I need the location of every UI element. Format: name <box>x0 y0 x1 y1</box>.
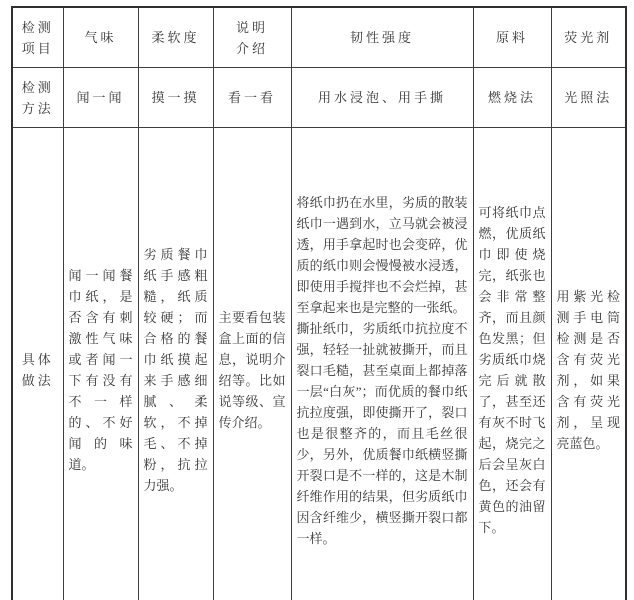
napkin-quality-test-table <box>11 6 627 600</box>
detail-fluorescent <box>551 128 626 600</box>
detail-material <box>473 128 551 600</box>
method-toughness: 用水浸泡、用手撕 <box>291 68 473 128</box>
col-header-softness: 柔软度 <box>138 7 213 68</box>
method-softness: 摸一摸 <box>138 68 213 128</box>
method-description: 看一看 <box>213 68 291 128</box>
detail-material-text: 可将纸巾点燃，优质纸巾即使烧完，纸张也会非常整齐，而且颜色发黑；但劣质纸巾烧完后就散了，甚至还有灰不时飞起，烧完之后会呈灰白色，还会有黄色的油留下。 <box>478 205 546 535</box>
row-specific-practices <box>12 128 626 600</box>
row-label-specific-practices: 具体做法 <box>12 128 63 600</box>
detail-softness <box>138 128 213 600</box>
detail-toughness <box>291 128 473 600</box>
row-label-test-methods: 检测方法 <box>12 68 63 128</box>
detail-toughness-paragraph-2: 撕扯纸巾，劣质纸巾抗拉度不强，轻轻一扯就被撕开，而且裂口毛糙，甚至桌面上都掉落一层“白灰”；而优质的餐巾纸抗拉度强，即使撕开了，裂口也是很整齐的，而且毛丝很少，另外，优质餐巾纸横竖撕开裂口是不一样的，这是木制纤维作用的结果，但劣质纸巾因含纤维少，横竖撕开裂口都一样。 <box>296 320 468 546</box>
detail-fluorescent-text: 用紫光检测手电筒检测是否含有荧光剂，如果含有荧光剂，呈现亮蓝色。 <box>556 289 620 451</box>
col-header-description-label: 说明介绍 <box>235 19 268 56</box>
detail-softness-text: 劣质餐巾纸手感粗糙，纸质较硬；而合格的餐巾纸摸起来手感细腻、柔软，不掉毛、不掉粉，抗拉力强。 <box>143 247 208 493</box>
detail-description <box>213 128 291 600</box>
method-fluorescent: 光照法 <box>551 68 626 128</box>
col-header-toughness: 韧性强度 <box>291 7 473 68</box>
detail-toughness-paragraph-1: 将纸巾扔在水里，劣质的散装纸巾一遇到水，立马就会被浸透，用手拿起时也会变碎，优质的纸巾则会慢慢被水浸透，即使用手搅拌也不会烂掉，甚至拿起来也是完整的一张纸。 <box>296 194 468 315</box>
detail-description-text: 主要看包装盒上面的信息，说明介绍等。比如说等级、宣传介绍。 <box>218 310 286 430</box>
col-header-smell: 气味 <box>63 7 138 68</box>
col-header-fluorescent: 荧光剂 <box>551 7 626 68</box>
detail-smell <box>63 128 138 600</box>
row-label-test-items: 检测项目 <box>12 7 63 68</box>
method-material: 燃烧法 <box>473 68 551 128</box>
detail-smell-text: 闻一闻餐巾纸，是否含有刺激性气味或者闻一下有没有不一样的、不好闻的味道。 <box>68 268 133 472</box>
row-test-items <box>12 7 626 68</box>
col-header-material: 原料 <box>473 7 551 68</box>
row-test-methods <box>12 68 626 128</box>
col-header-description <box>213 7 291 68</box>
method-smell: 闻一闻 <box>63 68 138 128</box>
